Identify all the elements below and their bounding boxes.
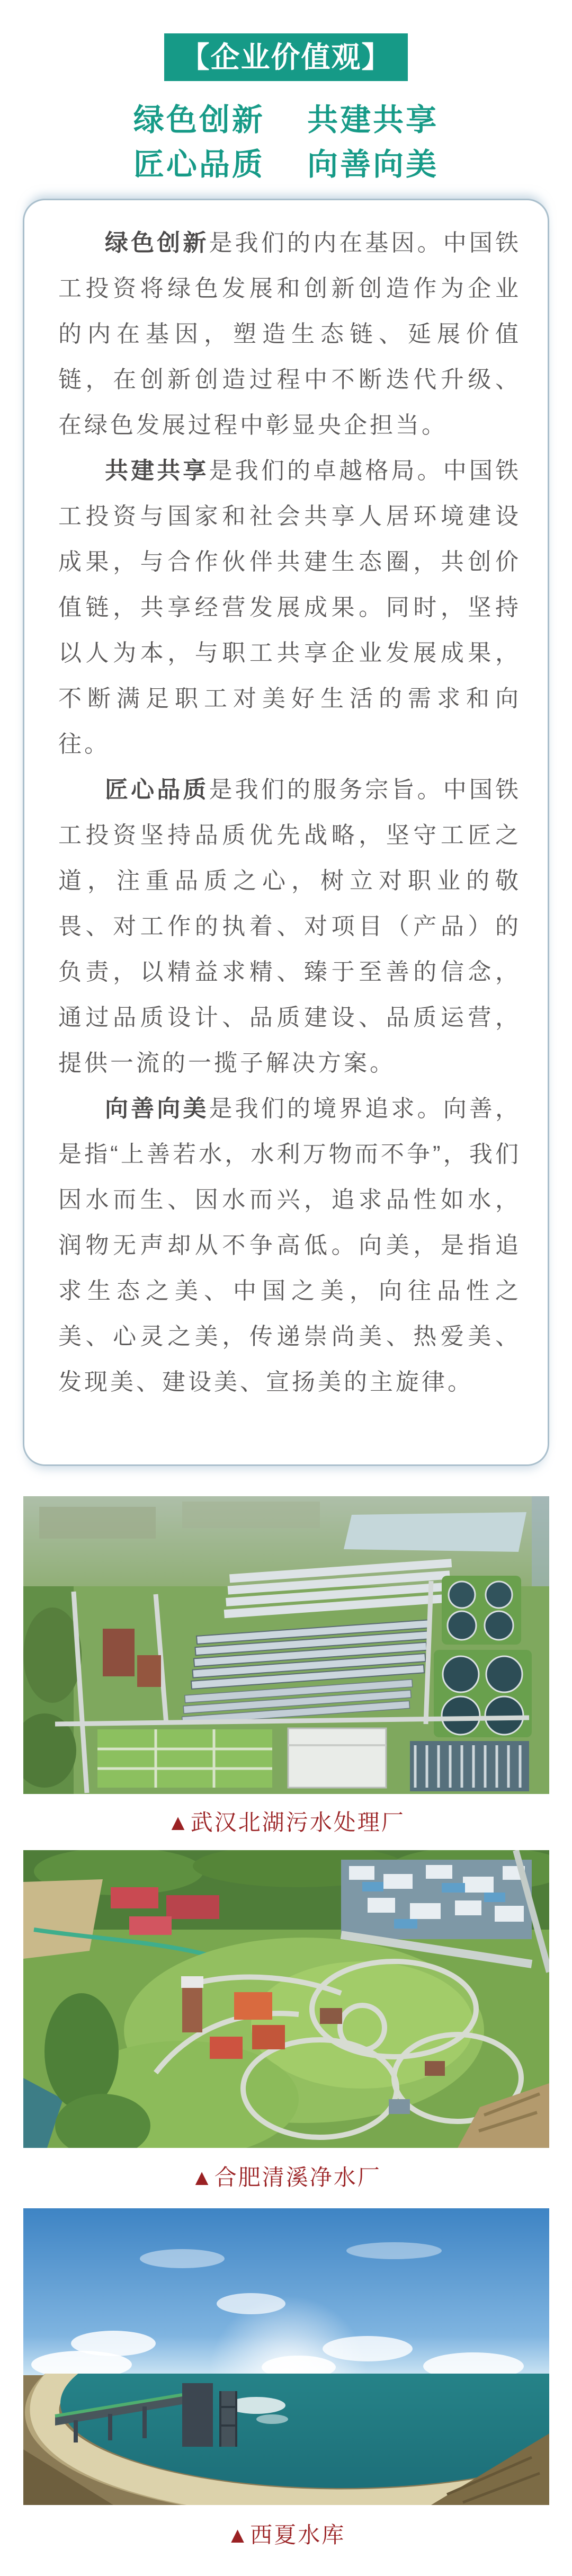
paragraph-text: 是我们的卓越格局。中国铁工投资与国家和社会共享人居环境建设成果，与合作伙伴共建生态圈，共创价值链，共享经营发展成果。同时，坚持以人为本，与职工共享企业发展成果，不断满足职工对美好生活的需求和向往。: [58, 458, 522, 757]
photo-figure-wuhan-beihu: [23, 1496, 549, 1794]
value-phrase-green-innovation: 绿色创新: [133, 103, 265, 137]
paragraph-lead: 共建共享: [105, 458, 209, 484]
values-block: [0, 98, 572, 187]
photo-caption: ▲合肥清溪净水厂: [191, 2165, 381, 2190]
values-line-2: [0, 143, 572, 187]
paragraph-text: 是我们的内在基因。中国铁工投资将绿色发展和创新创造作为企业的内在基因，塑造生态链、延展价值链，在创新创造过程中不断迭代升级、在绿色发展过程中彰显央企担当。: [58, 230, 522, 438]
paragraph-text: 是我们的境界追求。向善，是指“上善若水，水利万物而不争”，我们因水而生、因水而兴，追求品性如水，润物无声却从不争高低。向美，是指追求生态之美、中国之美，向往品性之美、心灵之美，传递崇尚美、热爱美、发现美、建设美、宣扬美的主旋律。: [58, 1096, 522, 1395]
section-badge: 【企业价值观】: [164, 33, 407, 81]
hefei-qingxi-water-plant-photo[interactable]: [23, 1850, 549, 2148]
clock-tower: [181, 1976, 203, 2032]
paragraph-lead: 绿色创新: [105, 230, 209, 256]
photo-figure-xixia: [23, 2208, 549, 2505]
clarifier-tanks: [434, 1576, 532, 1737]
wuhan-beihu-sewage-plant-photo[interactable]: [23, 1496, 549, 1794]
paragraph-craft-quality: [58, 767, 521, 1086]
paragraph-lead: 向善向美: [105, 1096, 209, 1122]
value-phrase-craft-quality: 匠心品质: [133, 147, 265, 182]
left-trees: [23, 1586, 82, 1794]
photo-caption: ▲武汉北湖污水处理厂: [167, 1810, 405, 1835]
paragraph-goodness-beauty: [58, 1086, 521, 1405]
paragraph-green-innovation: [58, 220, 521, 448]
values-line-1: [0, 98, 572, 143]
paragraph-co-build-share: [58, 448, 521, 767]
paragraph-text: 是我们的服务宗旨。中国铁工投资坚持品质优先战略，坚守工匠之道，注重品质之心，树立对职业的敬畏、对工作的执着、对项目（产品）的负责，以精益求精、臻于至善的信念，通过品质设计、品质建设、品质运营，提供一流的一揽子解决方案。: [58, 777, 522, 1076]
xixia-reservoir-photo[interactable]: [23, 2208, 549, 2505]
value-phrase-goodness-beauty: 向善向美: [307, 147, 439, 182]
photo-caption: ▲西夏水库: [226, 2522, 346, 2547]
paragraph-lead: 匠心品质: [105, 777, 209, 803]
photo-figure-hefei-qingxi: [23, 1850, 549, 2148]
values-description-card: [23, 199, 549, 1466]
value-phrase-co-build-share: 共建共享: [307, 103, 439, 137]
badge-row: [0, 0, 572, 81]
